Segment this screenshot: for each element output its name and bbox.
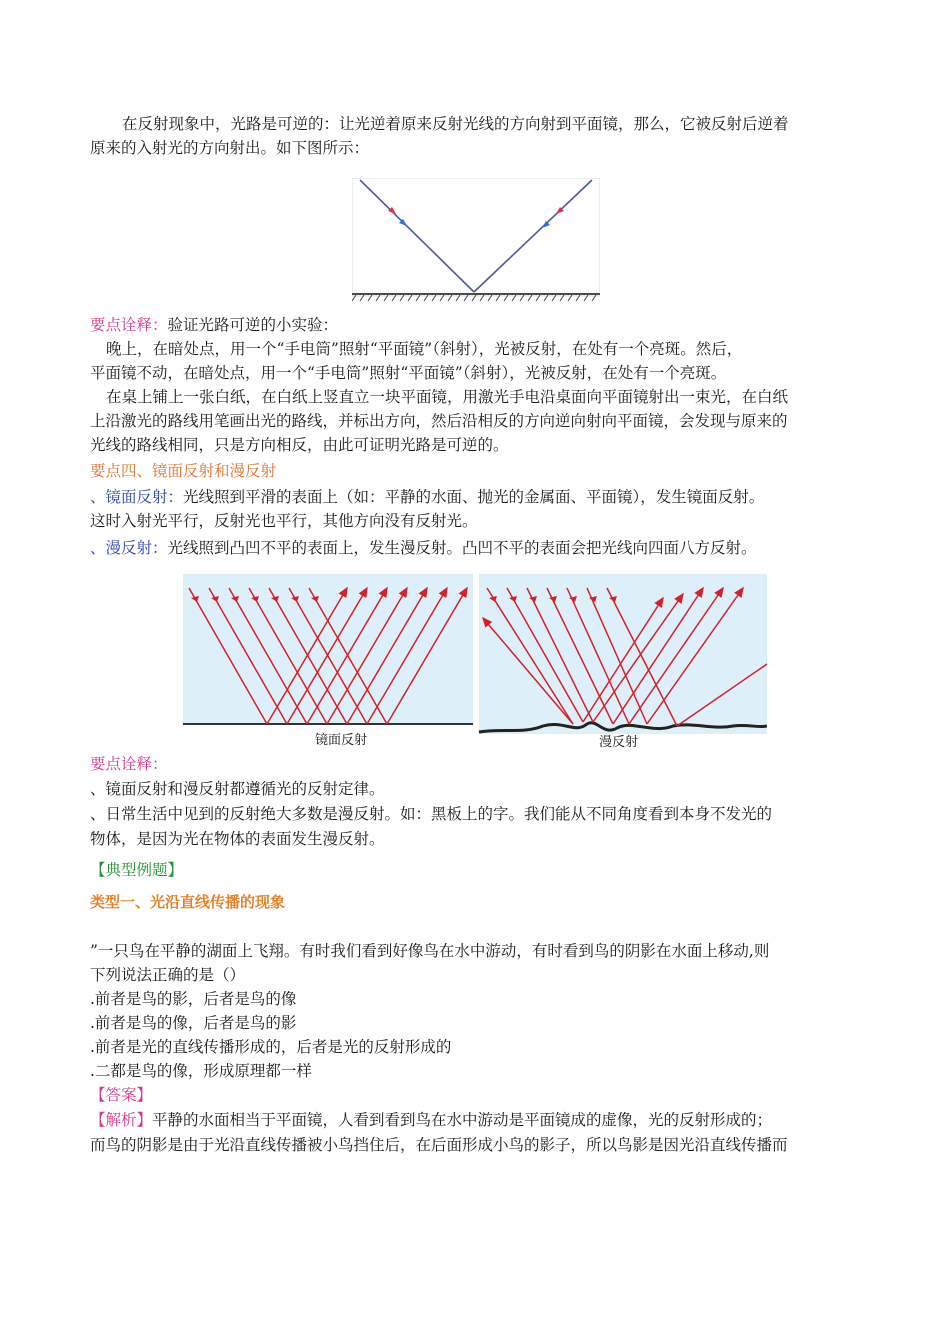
note1-p2-line3: 光线的路线相同，只是方向相反，由此可证明光路是可逆的。: [90, 436, 509, 454]
analysis-line-2: 而鸟的阴影是由于光沿直线传播被小鸟挡住后，在后面形成小鸟的影子，所以鸟影是因光沿直线传播而: [90, 1136, 788, 1154]
note1-title: 验证光路可逆的小实验：: [167, 316, 339, 334]
diffuse-label: 、漫反射：: [90, 539, 168, 557]
diffuse-text: 光线照到凸凹不平的表面上，发生漫反射。凸凹不平的表面会把光线向四面八方反射。: [167, 539, 757, 557]
specular-text: 光线照到平滑的表面上（如：平静的水面、抛光的金属面、平面镜），发生镜面反射。: [183, 488, 765, 506]
note1-label: 要点诠释：: [90, 316, 168, 334]
analysis-text-1: 平静的水面相当于平面镜，人看到看到鸟在水中游动是平面镜成的虚像，光的反射形成的；: [152, 1111, 773, 1129]
type1-heading: 类型一、光沿直线传播的现象: [90, 893, 286, 911]
section4-item2: [90, 536, 757, 560]
diffuse-caption: 漫反射: [599, 735, 639, 748]
specular-panel: [183, 574, 473, 748]
examples-title: 【典型例题】: [90, 861, 184, 879]
diffuse-panel: [479, 574, 767, 748]
specular-caption: 镜面反射: [315, 733, 368, 748]
analysis-line-1: [90, 1108, 772, 1132]
note1-p2-line2: 上沿激光的路线用笔画出光的路线，并标出方向，然后沿相反的方向逆向射向平面镜，会发现与原来的: [90, 412, 788, 430]
option-b: .前者是鸟的像，后者是鸟的影: [90, 1014, 297, 1032]
reversible-light-path-figure: [352, 178, 600, 302]
note1-p1-line2: 平面镜不动，在暗处点，用一个“手电筒”照射“平面镜”（斜射），光被反射，在处有一个亮斑。: [90, 364, 727, 382]
analysis-label: 【解析】: [90, 1111, 153, 1129]
section4-title: 要点四、镜面反射和漫反射: [90, 462, 277, 480]
note2-item2-line2: 物体，是因为光在物体的表面发生漫反射。: [90, 830, 385, 848]
reflection-comparison-figure: [183, 574, 767, 748]
question-line-1: ”一只鸟在平静的湖面上飞翔。有时我们看到好像鸟在水中游动，有时看到鸟的阴影在水面上移动,则: [90, 942, 770, 960]
note2-item2-line1: 、日常生活中见到的反射绝大多数是漫反射。如：黑板上的字。我们能从不同角度看到本身不发光的: [90, 805, 773, 823]
note2-label: 要点诠释：: [90, 755, 168, 773]
intro-line-1: 在反射现象中，光路是可逆的：让光逆着原来反射光线的方向射到平面镜，那么，它被反射后逆着: [122, 115, 789, 133]
note1-line: [90, 313, 338, 337]
option-c: .前者是光的直线传播形成的，后者是光的反射形成的: [90, 1038, 452, 1056]
specular-label: 、镜面反射：: [90, 488, 184, 506]
option-a: .前者是鸟的影，后者是鸟的像: [90, 990, 297, 1008]
section4-item1: [90, 485, 764, 509]
option-d: .二都是鸟的像，形成原理都一样: [90, 1062, 312, 1080]
answer-label: 【答案】: [90, 1086, 153, 1104]
question-line-2: 下列说法正确的是（）: [90, 966, 246, 984]
intro-line-2: 原来的入射光的方向射出。如下图所示：: [90, 139, 370, 157]
note2-item1: 、镜面反射和漫反射都遵循光的反射定律。: [90, 780, 385, 798]
note1-p1-line1: 晚上，在暗处点，用一个“手电筒”照射“平面镜”（斜射），光被反射，在处有一个亮斑。然后，: [106, 340, 743, 358]
section4-item1-line2: 这时入射光平行，反射光也平行，其他方向没有反射光。: [90, 512, 478, 530]
note1-p2-line1: 在桌上铺上一张白纸，在白纸上竖直立一块平面镜，用激光手电沿桌面向平面镜射出一束光，在白纸: [106, 388, 789, 406]
